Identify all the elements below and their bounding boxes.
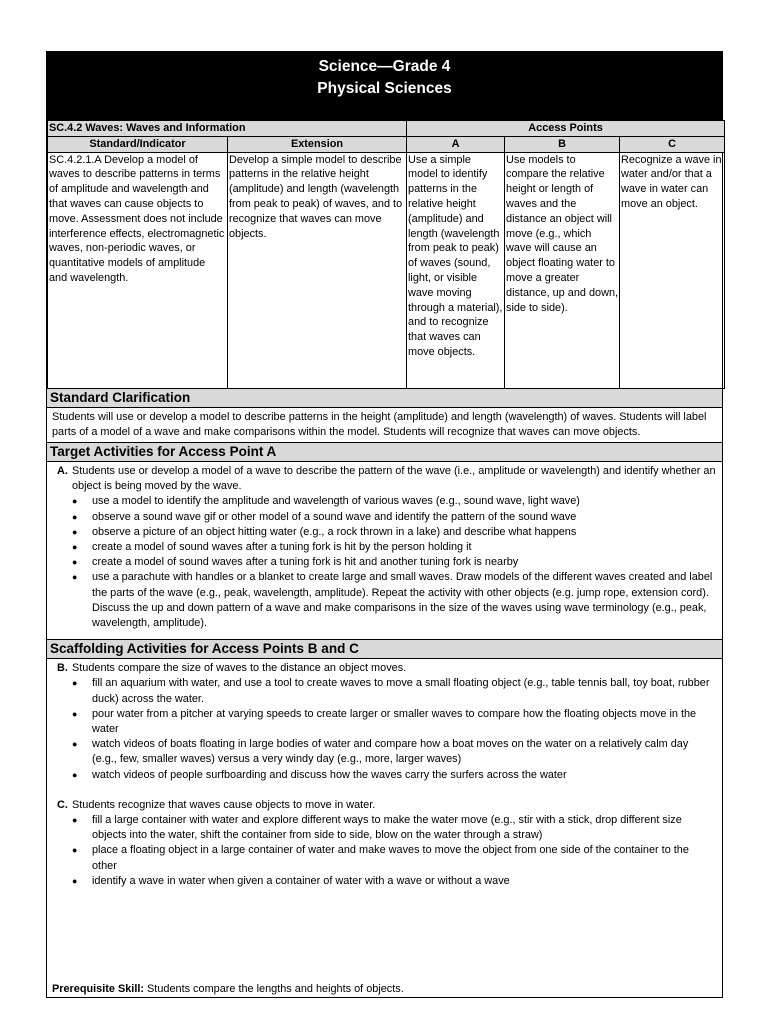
list-item: ● use a parachute with handles or a blanket to create large and small waves. Draw models of the different waves created and label the parts of the wave (e.g., peak, wavelength, amplitude). Repeat the activity with other objects (e.g. jump rope, extension cord). Discuss the up and down pattern of a wave and make comparisons in the size of the waves using wave terminology (e.g., peak, wavelength, amplitude). [92,570,716,631]
scaffold-b-list [52,676,716,782]
list-item: ● fill an aquarium with water, and use a tool to create waves to move a small floating object (e.g., table tennis ball, toy boat, rubber duck) across the water. [92,676,716,706]
list-item: ● create a model of sound waves after a tuning fork is hit by the person holding it [92,540,716,555]
access-points-label: Access Points [407,121,725,137]
prerequisite-text: Students compare the lengths and heights of objects. [147,983,404,995]
cell-extension: Develop a simple model to describe patterns in the relative height (amplitude) and length (wavelength from peak to peak) of waves, and to recognize that waves can move objects. [228,152,407,388]
standard-code-label: SC.4.2 Waves: Waves and Information [48,121,407,137]
scaffold-b-intro [52,661,716,676]
prerequisite-label: Prerequisite Skill: [52,983,145,995]
list-item: ● use a model to identify the amplitude and wavelength of various waves (e.g., sound wave, light wave) [92,494,716,509]
page-title [47,52,722,120]
cell-access-b: Use models to compare the relative height or length of waves and the distance an object will move (e.g., which wave will cause an object floating water to move a greater distance, up and down, side to side). [505,152,620,388]
clarification-text: Students will use or develop a model to describe patterns in the height (amplitude) and length (wavelength) of waves. Students will label parts of a model of a wave and make comparisons within the model. Students will recognize that waves can move objects. [52,410,707,438]
scaffold-c-intro-text: Students recognize that waves cause objects to move in water. [72,798,376,811]
target-intro [52,464,716,494]
cell-access-a: Use a simple model to identify patterns in the relative height (amplitude) and length (wavelength from peak to peak) of waves (sound, light, or visible wave moving through a material), and to recognize that waves can move objects. [407,152,505,388]
list-item: ● identify a wave in water when given a container of water with a wave or without a wave [92,874,716,889]
cell-access-c: Recognize a wave in water and/or that a wave in water can move an object. [620,152,725,388]
col-header-standard: Standard/Indicator [48,136,228,152]
list-item: ● watch videos of boats floating in large bodies of water and compare how a boat moves on the water on a relatively calm day (e.g., few, smaller waves) versus a very windy day (e.g., more, larger waves) [92,737,716,767]
list-item: ● observe a picture of an object hitting water (e.g., a rock thrown in a lake) and describe what happens [92,525,716,540]
list-item: ● fill a large container with water and explore different ways to make the water move (e.g., stir with a stick, drop different size objects into the water, shift the container from side to side, blow on the water through a straw) [92,813,716,843]
prerequisite-skill [47,982,404,997]
target-activities-section [47,442,722,639]
scaffold-b-intro-text: Students compare the size of waves to the distance an object moves. [72,662,407,675]
target-letter: A. [57,465,68,477]
list-item: ● create a model of sound waves after a tuning fork is hit and another tuning fork is nearby [92,555,716,570]
list-item: ● watch videos of people surfboarding and discuss how the waves carry the surfers across the water [92,768,716,783]
title-grade: Science—Grade 4 [318,58,451,75]
scaffold-c-list [52,813,716,889]
clarification-section [47,389,722,442]
scaffold-c-letter: C. [57,798,68,811]
list-item: ● place a floating object in a large container of water and make waves to move the object from one side of the container to the other [92,843,716,873]
col-header-c: C [620,136,725,152]
scaffolding-heading: Scaffolding Activities for Access Points B and C [47,639,722,659]
list-item: ● observe a sound wave gif or other model of a sound wave and identify the pattern of the sound wave [92,510,716,525]
target-intro-text: Students use or develop a model of a wave to describe the pattern of the wave (i.e., amplitude or wavelength) and identify whether an object is being moved by the wave. [72,465,716,493]
scaffold-b-letter: B. [57,662,68,675]
cell-standard: SC.4.2.1.A Develop a model of waves to describe patterns in terms of amplitude and wavelength and that waves can cause objects to move. Assessment does not include interference effects, electromagnetic waves, non-periodic waves, or quantitative models of amplitude and wavelength. [48,152,228,388]
col-header-extension: Extension [228,136,407,152]
standards-table [47,120,725,389]
col-header-a: A [407,136,505,152]
list-item: ● pour water from a pitcher at varying speeds to create larger or smaller waves to compare how the floating objects move in the water [92,707,716,737]
title-subject: Physical Sciences [317,80,452,97]
clarification-heading: Standard Clarification [47,389,722,408]
col-header-b: B [505,136,620,152]
target-activities-heading: Target Activities for Access Point A [47,442,722,462]
target-activity-list [52,494,716,631]
scaffolding-activities-section [47,639,722,891]
document-page [46,51,723,998]
scaffold-c-intro [52,798,716,813]
